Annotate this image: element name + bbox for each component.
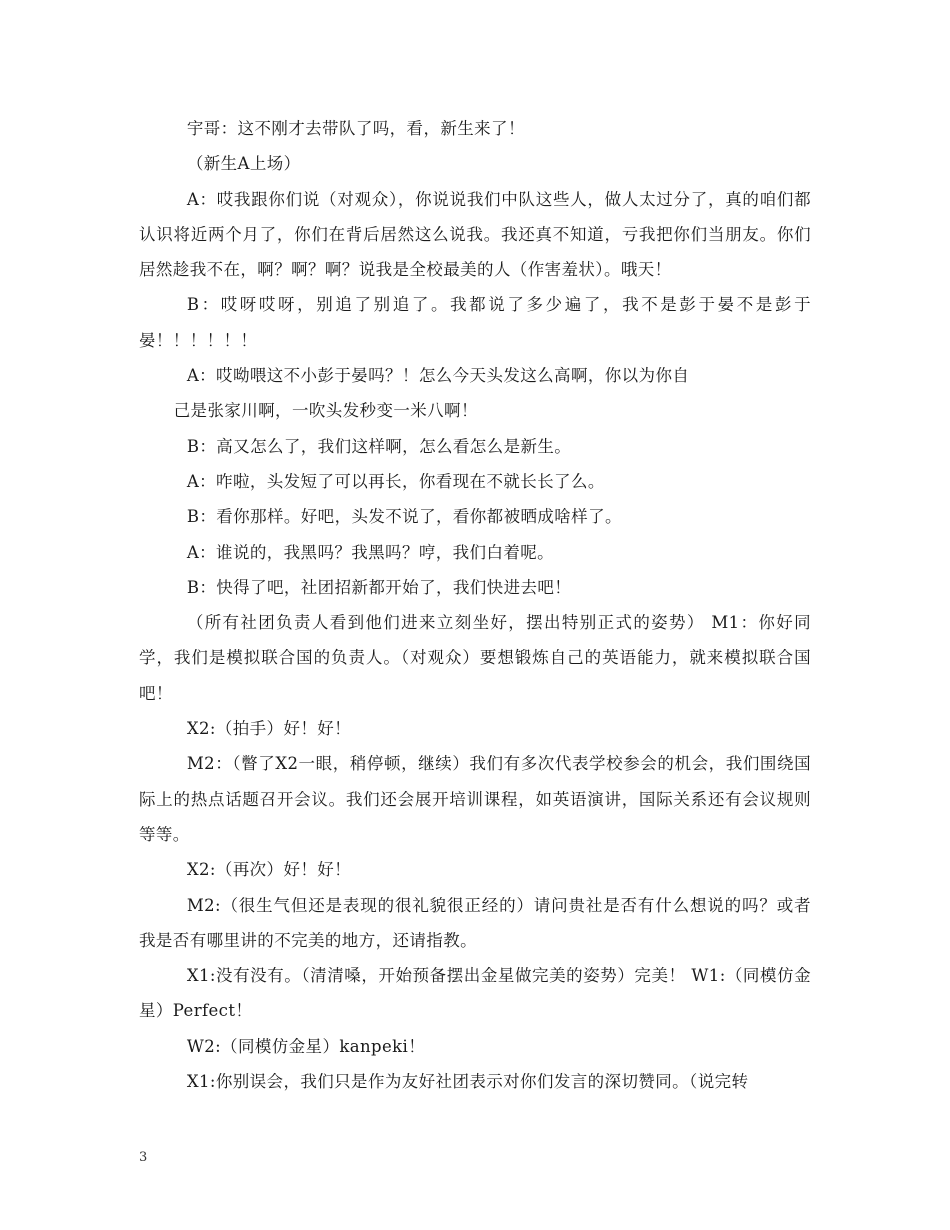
paragraph-4: B：哎呀哎呀，别追了别追了。我都说了多少遍了，我不是彭于晏不是彭于晏！！！！！！ [139, 295, 811, 350]
paragraph-13: X2:（拍手）好！好！ [186, 719, 352, 739]
page-number: 3 [139, 1150, 148, 1165]
paragraph-1: 宇哥：这不刚才去带队了吗，看，新生来了！ [186, 119, 525, 138]
paragraph-5: A：哎呦喂这不小彭于晏吗？！怎么今天头发这么高啊，你以为你自 [186, 366, 690, 386]
paragraph-3: A：哎我跟你们说（对观众），你说说我们中队这些人，做人太过分了，真的咱们都认识将近两个月了，你们在背后居然这么说我。我还真不知道，亏我把你们当朋友。你们居然趁我不在，啊？啊？啊？说我是全校最美的人（作害羞状）。哦天！ [139, 189, 811, 280]
paragraph-9: B：看你那样。好吧，头发不说了，看你都被晒成啥样了。 [186, 507, 622, 527]
paragraph-15: X2:（再次）好！好！ [186, 860, 352, 880]
paragraph-2: （新生A上场） [186, 154, 301, 174]
document-body [139, 111, 811, 1099]
paragraph-19: X1:你别误会，我们只是作为友好社团表示对你们发言的深切赞同。（说完转 [186, 1072, 749, 1092]
paragraph-8: A：咋啦，头发短了可以再长，你看现在不就长长了么。 [186, 471, 605, 491]
paragraph-16: M2:（很生气但还是表现的很礼貌很正经的）请问贵社是否有什么想说的吗？或者我是否有哪里讲的不完美的地方，还请指教。 [139, 895, 811, 950]
paragraph-17: X1:没有没有。（清清嗓，开始预备摆出金星做完美的姿势）完美！ W1:（同模仿金星）Perfect！ [139, 966, 811, 1021]
paragraph-10: A：谁说的，我黑吗？我黑吗？哼，我们白着呢。 [186, 542, 555, 562]
paragraph-11: B：快得了吧，社团招新都开始了，我们快进去吧！ [186, 577, 572, 597]
paragraph-6: 己是张家川啊，一吹头发秒变一米八啊！ [173, 401, 478, 421]
paragraph-12: （所有社团负责人看到他们进来立刻坐好，摆出特别正式的姿势） M1：你好同学，我们是模拟联合国的负责人。（对观众）要想锻炼自己的英语能力，就来模拟联合国吧！ [139, 613, 811, 703]
paragraph-14: M2：（瞥了X2一眼，稍停顿，继续）我们有多次代表学校参会的机会，我们围绕国际上的热点话题召开会议。我们还会展开培训课程，如英语演讲，国际关系还有会议规则等等。 [139, 754, 811, 844]
paragraph-18: W2:（同模仿金星）kanpeki！ [186, 1036, 426, 1056]
paragraph-7: B：高又怎么了，我们这样啊，怎么看怎么是新生。 [186, 436, 572, 456]
